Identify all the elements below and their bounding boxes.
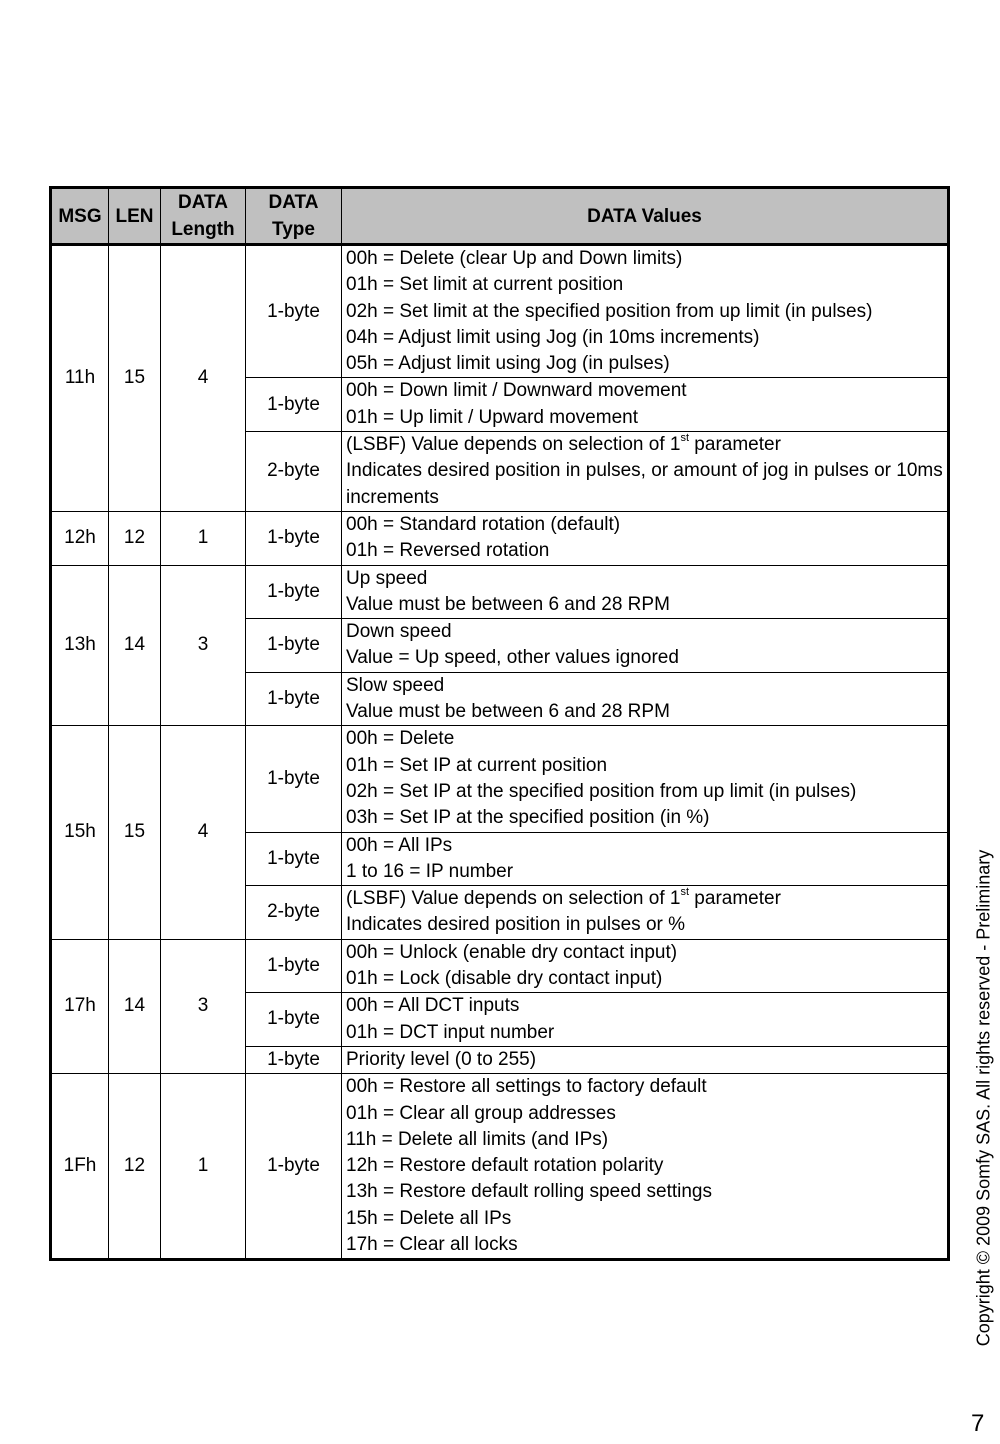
data-values-cell (342, 432, 949, 512)
value-line: 11h = Delete all limits (and IPs) (346, 1128, 609, 1150)
value-text: parameter (689, 434, 781, 456)
value-line: 00h = Down limit / Downward movement (346, 380, 687, 402)
value-line-ordinal (346, 886, 943, 912)
data-values-cell (342, 1074, 949, 1260)
table-body (51, 245, 949, 1260)
data-length-cell: 4 (161, 726, 246, 939)
page-number: 7 (971, 1410, 985, 1437)
value-line: 01h = Set IP at current position (346, 754, 608, 776)
value-line: 12h = Restore default rotation polarity (346, 1155, 664, 1177)
data-length-cell: 4 (161, 245, 246, 512)
data-values-cell (342, 619, 949, 673)
ordinal-suffix: st (680, 431, 690, 444)
data-values-cell (342, 245, 949, 378)
data-type-cell: 1-byte (246, 832, 342, 886)
header-data-type (246, 188, 342, 245)
message-table (49, 186, 950, 1261)
value-line: Value must be between 6 and 28 RPM (346, 593, 670, 615)
data-type-cell: 2-byte (246, 432, 342, 512)
value-line: Value must be between 6 and 28 RPM (346, 701, 670, 723)
data-type-cell: 1-byte (246, 726, 342, 832)
table-row (51, 565, 949, 619)
value-line: 03h = Set IP at the specified position (in %) (346, 807, 710, 829)
data-values-cell (342, 565, 949, 619)
data-values-cell (342, 672, 949, 726)
data-type-cell: 1-byte (246, 378, 342, 432)
value-line: 05h = Adjust limit using Jog (in pulses) (346, 353, 670, 375)
table-row (51, 726, 949, 832)
value-line: 00h = All DCT inputs (346, 995, 520, 1017)
data-length-cell: 1 (161, 1074, 246, 1260)
value-line: Slow speed (346, 674, 445, 696)
value-line: 01h = Clear all group addresses (346, 1102, 616, 1124)
value-line: 02h = Set IP at the specified position from up limit (in pulses) (346, 780, 857, 802)
value-line: 01h = DCT input number (346, 1021, 555, 1043)
header-data-type-line2: Type (272, 219, 315, 240)
value-text: (LSBF) Value depends on selection of 1 (346, 888, 681, 910)
value-text: parameter (689, 888, 781, 910)
data-length-cell: 3 (161, 565, 246, 726)
len-cell: 15 (109, 726, 161, 939)
msg-cell: 1Fh (51, 1074, 109, 1260)
table-row (51, 939, 949, 993)
value-line: 00h = All IPs (346, 834, 453, 856)
header-msg: MSG (51, 188, 109, 245)
data-values-cell (342, 939, 949, 993)
value-line: Value = Up speed, other values ignored (346, 647, 679, 669)
data-type-cell: 1-byte (246, 939, 342, 993)
data-length-cell: 1 (161, 511, 246, 565)
value-line: 00h = Standard rotation (default) (346, 513, 621, 535)
data-values-cell (342, 511, 949, 565)
value-line: Up speed (346, 567, 428, 589)
value-line: 01h = Set limit at current position (346, 274, 624, 296)
ordinal-suffix: st (680, 885, 690, 898)
data-type-cell: 1-byte (246, 1046, 342, 1073)
msg-cell: 12h (51, 511, 109, 565)
value-line-ordinal (346, 432, 943, 458)
data-values-cell (342, 1046, 949, 1073)
data-type-cell: 1-byte (246, 245, 342, 378)
len-cell: 14 (109, 565, 161, 726)
len-cell: 12 (109, 511, 161, 565)
table-row (51, 1074, 949, 1260)
value-line: Indicates desired position in pulses, or amount of jog in pulses or 10ms increments (346, 460, 943, 508)
data-length-cell: 3 (161, 939, 246, 1073)
value-line: 17h = Clear all locks (346, 1233, 518, 1255)
value-line: Indicates desired position in pulses or % (346, 914, 686, 936)
len-cell: 12 (109, 1074, 161, 1260)
data-values-cell (342, 993, 949, 1047)
msg-cell: 17h (51, 939, 109, 1073)
table-row (51, 511, 949, 565)
value-line: 13h = Restore default rolling speed settings (346, 1181, 712, 1203)
data-values-cell (342, 832, 949, 886)
value-line: 00h = Delete (clear Up and Down limits) (346, 248, 683, 269)
value-text: (LSBF) Value depends on selection of 1 (346, 434, 681, 456)
value-line: 01h = Lock (disable dry contact input) (346, 968, 663, 990)
header-data-type-line1: DATA (268, 192, 319, 213)
value-line: 04h = Adjust limit using Jog (in 10ms increments) (346, 326, 760, 348)
header-len: LEN (109, 188, 161, 245)
len-cell: 15 (109, 245, 161, 512)
msg-cell: 11h (51, 245, 109, 512)
value-line: 00h = Unlock (enable dry contact input) (346, 941, 678, 963)
data-type-cell: 1-byte (246, 565, 342, 619)
table-header (51, 188, 949, 245)
value-line: Down speed (346, 621, 452, 643)
value-line: 02h = Set limit at the specified position from up limit (in pulses) (346, 300, 873, 322)
value-line: 15h = Delete all IPs (346, 1207, 512, 1229)
value-line: 01h = Up limit / Upward movement (346, 406, 638, 428)
copyright-notice: Copyright © 2009 Somfy SAS. All rights reserved - Preliminary (973, 849, 994, 1347)
data-type-cell: 1-byte (246, 619, 342, 673)
header-data-length (161, 188, 246, 245)
msg-cell: 13h (51, 565, 109, 726)
data-type-cell: 1-byte (246, 1074, 342, 1260)
data-type-cell: 1-byte (246, 672, 342, 726)
value-line: 00h = Restore all settings to factory default (346, 1076, 707, 1098)
header-data-length-line2: Length (171, 219, 235, 240)
value-line: 00h = Delete (346, 728, 455, 750)
table-row (51, 245, 949, 378)
header-data-length-line1: DATA (178, 192, 228, 213)
data-type-cell: 1-byte (246, 993, 342, 1047)
data-type-cell: 1-byte (246, 511, 342, 565)
data-values-cell (342, 886, 949, 940)
value-line: 01h = Reversed rotation (346, 540, 550, 562)
value-line: Priority level (0 to 255) (346, 1048, 537, 1070)
data-type-cell: 2-byte (246, 886, 342, 940)
len-cell: 14 (109, 939, 161, 1073)
value-line: 1 to 16 = IP number (346, 860, 514, 882)
msg-cell: 15h (51, 726, 109, 939)
header-data-values: DATA Values (342, 188, 949, 245)
data-values-cell (342, 378, 949, 432)
data-values-cell (342, 726, 949, 832)
